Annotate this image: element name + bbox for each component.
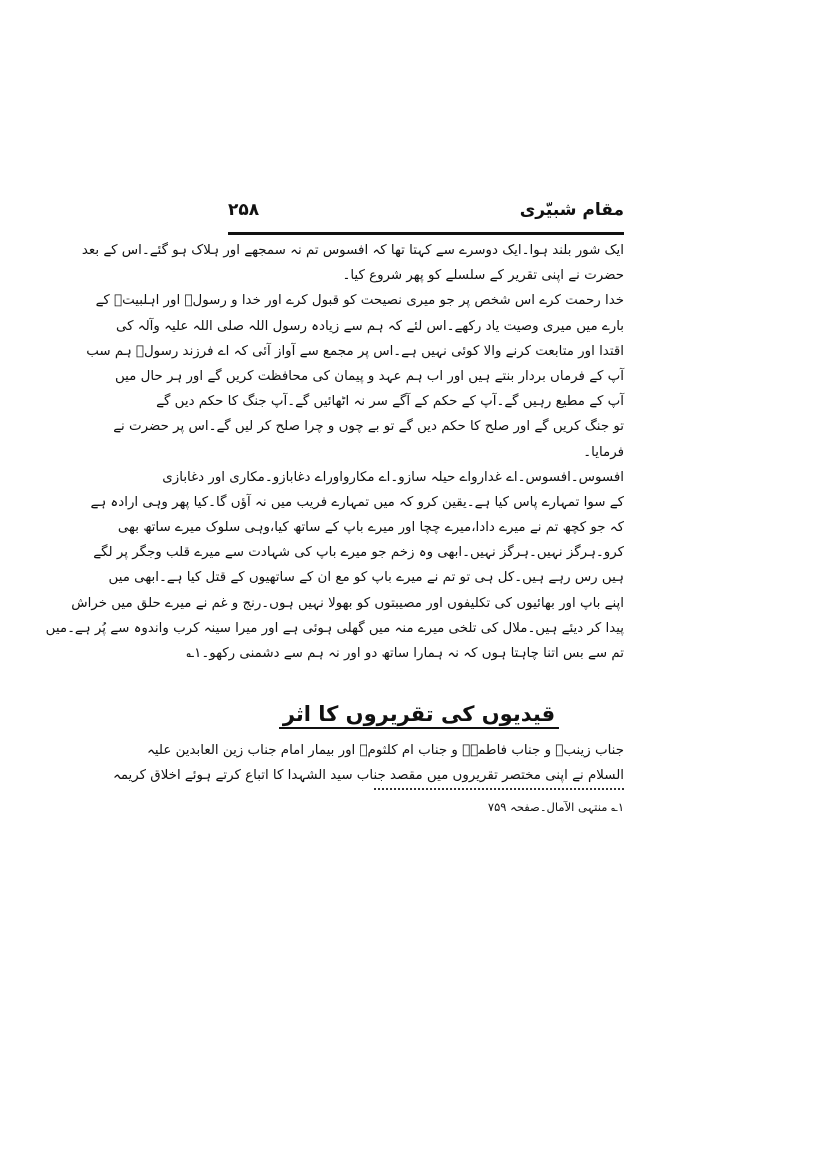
section-heading [214,702,624,726]
body-text [45,238,624,666]
footnote-separator [374,788,624,790]
text-line: کے سوا تمہارے پاس کیا ہے۔یقین کرو کہ میں تمہارے فریب میں نہ آؤں گا۔کیا پھر وہی ارادہ ہے [90,494,624,510]
page-number: ۲۵۸ [228,200,260,220]
section-heading-text: قیدیوں کی تقریروں کا اثر [279,702,559,729]
text-line: ہیں رس رہے ہیں۔کل ہی تو تم نے میرے باپ کو مع ان کے ساتھیوں کے قتل کیا ہے۔ابھی میں [108,570,624,586]
text-line: ایک شور بلند ہوا۔ایک دوسرے سے کہتا تھا کہ افسوس تم نہ سمجھے اور ہلاک ہو گئے۔اس کے بعد [81,243,624,258]
text-line: فرمایا۔ [583,444,624,460]
body-text-continued [112,738,624,788]
text-line: جناب زینبؑ و جناب فاطمہؑ و جناب ام کلثومؑ اور بیمار امام جناب زین العابدین علیہ [147,743,624,758]
text-line: افسوس۔افسوس۔اے غدارواے حیلہ سازو۔اے مکارواوراے دغابازو۔مکاری اور دغابازی [162,469,624,485]
text-line: آپ کے فرماں بردار بنتے ہیں اور اب ہم عہد و پیمان کی محافظت کریں گے اور ہر حال میں [114,368,624,384]
text-line: السلام نے اپنی مختصر تقریروں میں مقصد جناب سید الشہدا کا اتباع کرتے ہوئے اخلاق کریمہ [112,768,624,784]
text-line: خدا رحمت کرے اس شخص پر جو میری نصیحت کو قبول کرے اور خدا و رسولؐ اور اہلبیتؑ کے [95,293,624,309]
text-line: اپنے باپ اور بھائیوں کی تکلیفوں اور مصیبتوں کو بھولا نہیں ہوں۔رنج و غم نے میرے حلق میں خراش [71,595,624,611]
text-line: بارے میں میری وصیت یاد رکھے۔اس لئے کہ ہم سے زیادہ رسول اللہ صلی اللہ علیہ وآلہ کی [115,318,624,334]
running-title: مقام شبیّری [519,200,624,220]
text-line: حضرت نے اپنی تقریر کے سلسلے کو پھر شروع کیا۔ [342,268,624,284]
text-line: اقتدا اور متابعت کرنے والا کوئی نہیں ہے۔اس پر مجمع سے آواز آئی کہ اے فرزند رسولؐ ہم سب [86,343,624,359]
text-line: آپ کے مطیع رہیں گے۔آپ کے حکم کے آگے سر نہ اٹھائیں گے۔آپ جنگ کا حکم دیں گے [156,394,624,410]
footnote: ۱؎ منتہی الآمال۔صفحہ ۷۵۹ [487,800,624,814]
text-line: کہ جو کچھ تم نے میرے دادا،میرے چچا اور میرے باپ کے ساتھ کیا،وہی سلوک میرے ساتھ بھی [117,520,624,536]
header-rule [228,232,624,235]
text-line: تم سے بس اتنا چاہتا ہوں کہ نہ ہمارا ساتھ دو اور نہ ہم سے دشمنی رکھو۔۱؎ [186,646,624,661]
text-line: کرو۔ہرگز نہیں۔ہرگز نہیں۔ابھی وہ زخم جو میرے باپ کی شہادت سے میرے قلب وجگر پر لگے [93,545,624,561]
page-header [228,200,624,226]
text-line: تو جنگ کریں گے اور صلح کا حکم دیں گے تو بے چوں و چرا صلح کر لیں گے۔اس پر حضرت نے [113,419,624,435]
text-line: پیدا کر دیئے ہیں۔ملال کی تلخی میرے منہ میں گھلی ہوئی ہے اور میرا سینہ کرب واندوہ سے پُر ہے۔میں [45,620,624,636]
